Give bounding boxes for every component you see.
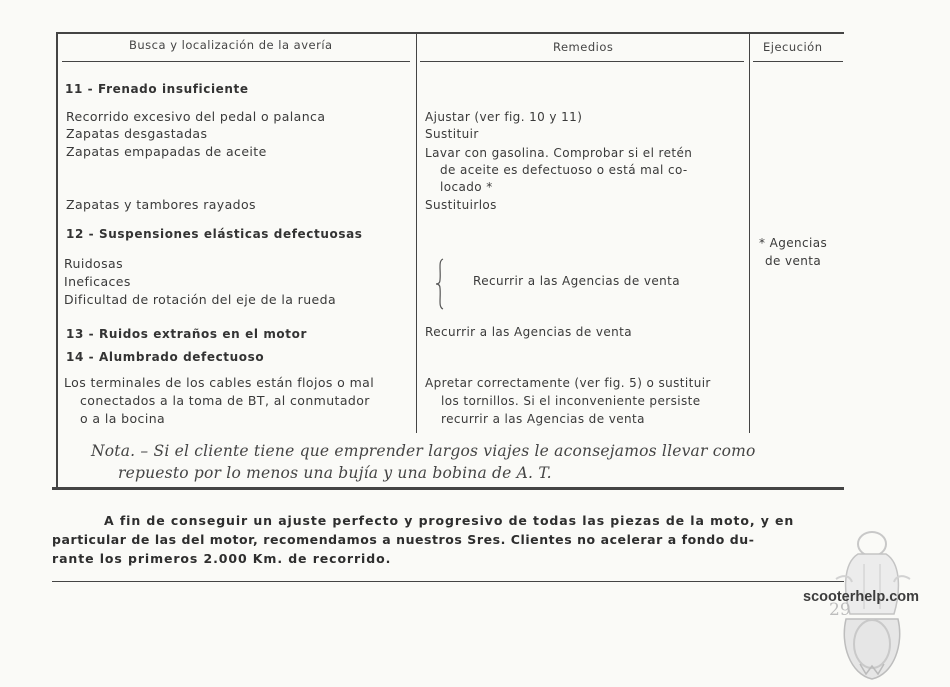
section-12-row: Ruidosas [64,256,123,271]
execution-note [759,234,827,270]
watermark-text: scooterhelp.com [803,589,920,605]
section-12-remedy: Recurrir a las Agencias de venta [473,274,680,288]
section-11-title: 11 - Frenado insuficiente [65,82,249,96]
section-11-remedy: Lavar con gasolina. Comprobar si el retén [425,146,693,160]
section-11-remedy: de aceite es defectuoso o está mal co- [440,163,688,177]
recommendation-line: rante los primeros 2.000 Km. de recorrido. [52,551,392,566]
table-top-border [56,32,844,34]
section-14-row: Los terminales de los cables están flojos o mal [64,375,375,390]
table-left-border [56,32,58,488]
section-11-row: Recorrido excesivo del pedal o palanca [66,109,326,124]
section-14-remedy: recurrir a las Agencias de venta [441,412,645,426]
column-divider-2 [749,32,750,433]
section-13-remedy: Recurrir a las Agencias de venta [425,325,632,339]
section-12-row: Ineficaces [64,274,131,289]
execution-note-line: de venta [765,254,822,268]
header-remedies: Remedios [553,40,614,54]
section-14-title: 14 - Alumbrado defectuoso [66,350,265,364]
nota-line: repuesto por lo menos una bujía y una bobina de A. T. [118,464,552,482]
table-bottom-border [52,487,844,490]
page-number: 29 [829,600,851,620]
section-11-row: Zapatas y tambores rayados [66,197,256,212]
header-underline-3 [753,61,843,62]
section-11-remedy: Sustituirlos [425,198,497,212]
section-13-title: 13 - Ruidos extraños en el motor [66,327,307,341]
header-fault-location: Busca y localización de la avería [129,38,333,52]
section-14-remedy: los tornillos. Si el inconveniente persiste [441,394,701,408]
nota-line: Nota. – Si el cliente tiene que emprender largos viajes le aconsejamos llevar como [91,442,756,460]
section-14-row: conectados a la toma de BT, al conmutador [80,393,370,408]
bottom-rule [52,581,844,582]
column-divider-1 [416,32,417,433]
recommendation-line: particular de las del motor, recomendamos a nuestros Sres. Clientes no acelerar a fondo du- [52,532,755,547]
recommendation-line: A fin de conseguir un ajuste perfecto y progresivo de todas las piezas de la moto, y en [104,513,795,528]
section-11-remedy: Sustituir [425,127,479,141]
section-12-title: 12 - Suspensiones elásticas defectuosas [66,227,363,241]
section-11-row: Zapatas desgastadas [66,126,208,141]
section-12-row: Dificultad de rotación del eje de la rueda [64,292,337,307]
brace-icon [435,258,447,310]
execution-note-line: * Agencias [759,236,828,250]
header-execution: Ejecución [763,40,823,54]
section-11-row: Zapatas empapadas de aceite [66,144,267,159]
section-11-remedy: Ajustar (ver fig. 10 y 11) [425,110,583,124]
header-underline-1 [62,61,410,62]
section-14-remedy: Apretar correctamente (ver fig. 5) o sustituir [425,376,711,390]
section-11-remedy: locado * [440,180,493,194]
header-underline-2 [420,61,744,62]
section-14-row: o a la bocina [80,411,166,426]
